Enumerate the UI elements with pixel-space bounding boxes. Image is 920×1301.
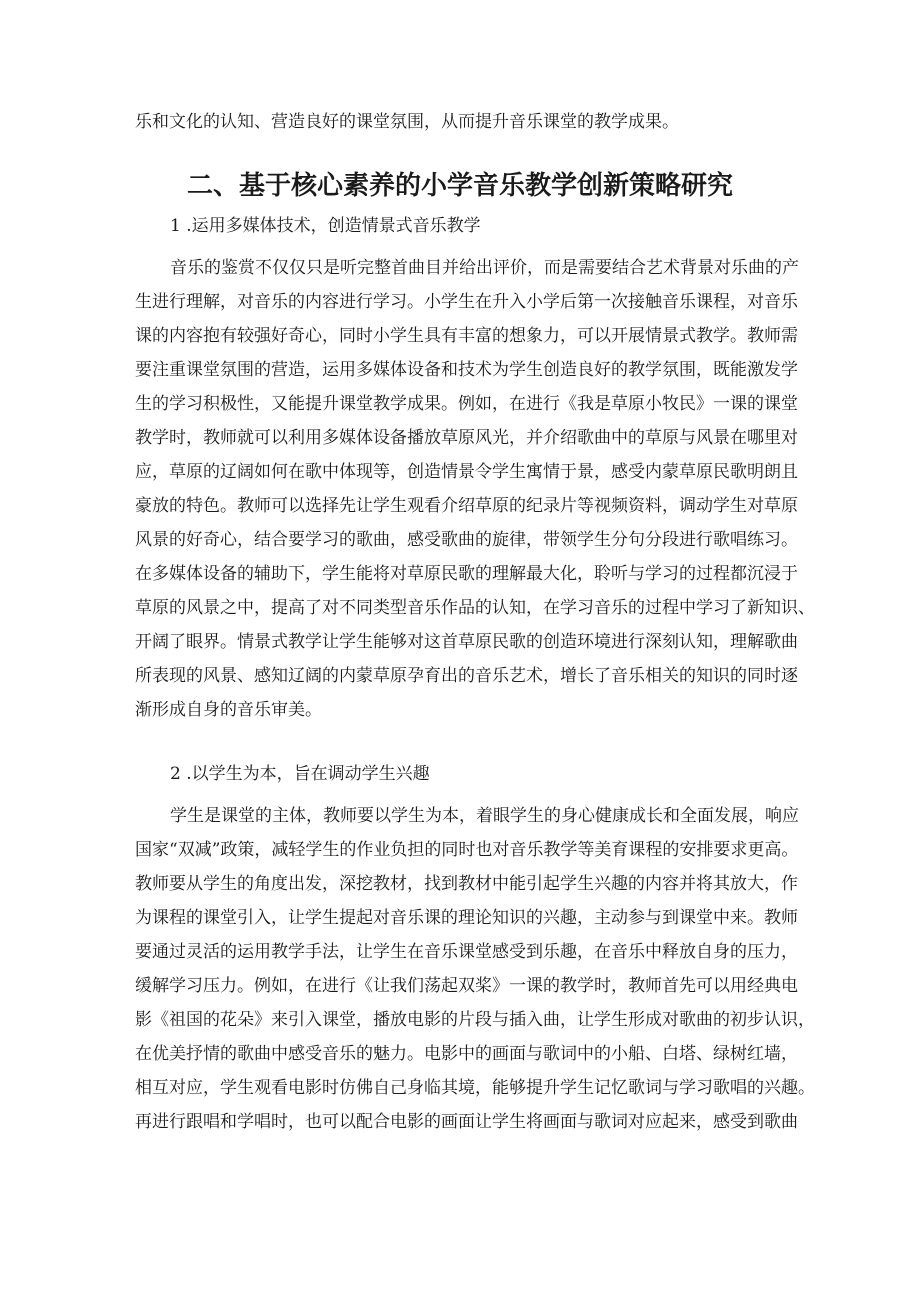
- paragraph-line: 音乐的鉴赏不仅仅只是听完整首曲目并给出评价，而是需要结合艺术背景对乐曲的产: [170, 258, 799, 278]
- section-heading: 二、基于核心素养的小学音乐教学创新策略研究: [186, 171, 733, 201]
- paragraph-line: 相互对应，学生观看电影时仿佛自己身临其境，能够提升学生记忆歌词与学习歌唱的兴趣。: [135, 1078, 815, 1098]
- paragraph-line: 学生是课堂的主体，教师要以学生为本，着眼学生的身心健康成长和全面发展，响应: [170, 806, 799, 826]
- paragraph-line: 开阔了眼界。情景式教学让学生能够对这首草原民歌的创造环境进行深刻认知，理解歌曲: [135, 632, 798, 652]
- paragraph-line: 应，草原的辽阔如何在歌中体现等，创造情景令学生寓情于景，感受内蒙草原民歌明朗且: [135, 462, 798, 482]
- paragraph-line: 教师要从学生的角度出发，深挖教材，找到教材中能引起学生兴趣的内容并将其放大，作: [135, 874, 798, 894]
- paragraph-line: 要通过灵活的运用教学手法，让学生在音乐课堂感受到乐趣，在音乐中释放自身的压力，: [135, 942, 798, 962]
- paragraph-line: 豪放的特色。教师可以选择先让学生观看介绍草原的纪录片等视频资料，调动学生对草原: [135, 496, 798, 516]
- paragraph-line: 缓解学习压力。例如，在进行《让我们荡起双桨》一课的教学时，教师首先可以用经典电: [135, 976, 798, 996]
- subsection-heading: 2 .以学生为本，旨在调动学生兴趣: [170, 764, 430, 784]
- paragraph-line: 教学时，教师就可以利用多媒体设备播放草原风光，并介绍歌曲中的草原与风景在哪里对: [135, 428, 798, 448]
- paragraph-line: 所表现的风景、感知辽阔的内蒙草原孕育出的音乐艺术，增长了音乐相关的知识的同时逐: [135, 666, 798, 686]
- paragraph-line: 国家“双减”政策，减轻学生的作业负担的同时也对音乐教学等美育课程的安排要求更高。: [135, 840, 799, 860]
- paragraph-line: 在优美抒情的歌曲中感受音乐的魅力。电影中的画面与歌词中的小船、白塔、绿树红墙，: [135, 1044, 798, 1064]
- paragraph-line: 为课程的课堂引入，让学生提起对音乐课的理论知识的兴趣，主动参与到课堂中来。教师: [135, 908, 798, 928]
- paragraph-line: 乐和文化的认知、营造良好的课堂氛围，从而提升音乐课堂的教学成果。: [135, 112, 679, 132]
- paragraph-line: 课的内容抱有较强好奇心，同时小学生具有丰富的想象力，可以开展情景式教学。教师需: [135, 326, 798, 346]
- paragraph-line: 影《祖国的花朵》来引入课堂，播放电影的片段与插入曲，让学生形成对歌曲的初步认识，: [135, 1010, 815, 1030]
- paragraph-line: 在多媒体设备的辅助下，学生能将对草原民歌的理解最大化，聆听与学习的过程都沉浸于: [135, 564, 798, 584]
- paragraph-line: 生进行理解，对音乐的内容进行学习。小学生在升入小学后第一次接触音乐课程，对音乐: [135, 292, 798, 312]
- paragraph-line: 风景的好奇心，结合要学习的歌曲，感受歌曲的旋律，带领学生分句分段进行歌唱练习。: [135, 530, 798, 550]
- paragraph-line: 渐形成自身的音乐审美。: [135, 700, 322, 720]
- subsection-heading: 1 .运用多媒体技术，创造情景式音乐教学: [170, 216, 481, 236]
- paragraph-line: 要注重课堂氛围的营造，运用多媒体设备和技术为学生创造良好的教学氛围，既能激发学: [135, 360, 798, 380]
- paragraph-line: 再进行跟唱和学唱时，也可以配合电影的画面让学生将画面与歌词对应起来，感受到歌曲: [135, 1112, 798, 1132]
- paragraph-line: 草原的风景之中，提高了对不同类型音乐作品的认知，在学习音乐的过程中学习了新知识、: [135, 598, 815, 618]
- paragraph-line: 生的学习积极性，又能提升课堂教学成果。例如，在进行《我是草原小牧民》一课的课堂: [135, 394, 798, 414]
